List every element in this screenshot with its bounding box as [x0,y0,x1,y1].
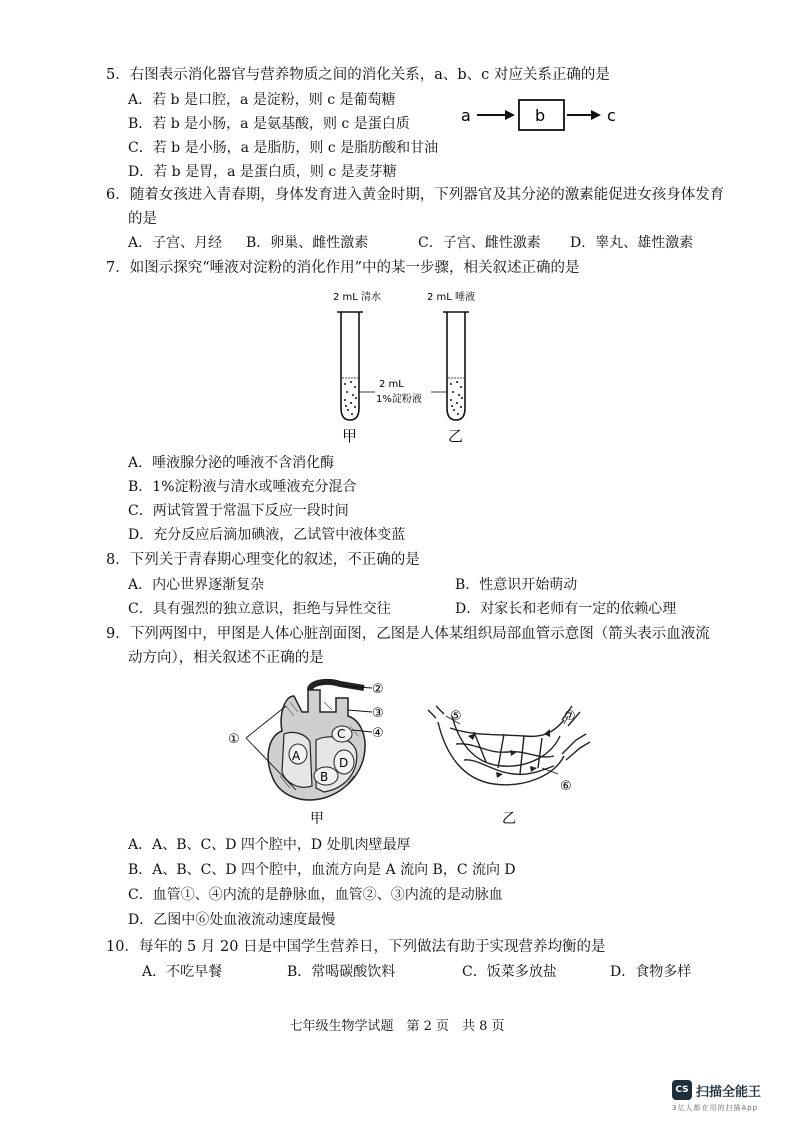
q9-option-d: D．乙图中⑥处血液流动速度最慢 [128,912,336,928]
q5-diagram-a: a [461,106,471,125]
q5-option-c: C．若 b 是小肠，a 是脂肪，则 c 是脂肪酸和甘油 [128,140,439,156]
q10-stem: 10．每年的 5 月 20 日是中国学生营养日，下列做法有助于实现营养均衡的是 [106,939,606,955]
q10-option-b: B．常喝碳酸饮料 [287,964,396,980]
scanner-subtitle: 3亿人都在用的扫描App [672,1104,759,1112]
label-7: ⑦ [564,709,576,724]
q7-label-mid1: 2 mL [379,379,404,390]
label-3: ③ [372,706,384,721]
q6-stem-line1: 6．随着女孩进入青春期，身体发育进入黄金时期，下列器官及其分泌的激素能促进女孩身体发育 [106,187,725,203]
vessel-caption: 乙 [502,811,516,826]
q5-digestion-diagram [455,96,635,138]
q9-option-c: C．血管①、④内流的是静脉血，血管②、③内流的是动脉血 [128,887,503,903]
heart-caption: 甲 [310,811,324,826]
q6-stem-line2: 的是 [128,211,157,227]
q9-option-b: B．A、B、C、D 四个腔中，血流方向是 A 流向 B，C 流向 D [128,862,516,878]
q7-stem: 7．如图示探究“唾液对淀粉的消化作用”中的某一步骤，相关叙述正确的是 [106,260,580,276]
q8-option-a: A．内心世界逐渐复杂 [128,577,265,593]
q7-label-yi: 乙 [448,427,464,445]
label-4: ④ [372,726,384,741]
label-2: ② [372,682,384,697]
label-6: ⑥ [560,779,572,794]
q8-option-d: D．对家长和老师有一定的依赖心理 [455,601,677,617]
q7-option-a: A．唾液腺分泌的唾液不含消化酶 [128,455,335,471]
q10-option-a: A．不吃早餐 [142,964,223,980]
chamber-c: C [337,727,346,741]
q7-option-b: B．1%淀粉液与清水或唾液充分混合 [128,479,357,495]
q9-stem-line1: 9．下列两图中，甲图是人体心脏剖面图，乙图是人体某组织局部血管示意图（箭头表示血液流 [106,626,710,642]
q6-option-a: A．子宫、月经 [128,235,223,251]
q6-option-c: C．子宫、雌性激素 [418,235,541,251]
q5-option-b: B．若 b 是小肠，a 是氨基酸，则 c 是蛋白质 [128,116,410,132]
q9-stem-line2: 动方向），相关叙述不正确的是 [128,650,324,666]
q8-stem: 8．下列关于青春期心理变化的叙述，不正确的是 [106,552,420,568]
q5-diagram-c: c [607,106,616,125]
q7-label-saliva: 2 mL 唾液 [427,292,476,303]
scanner-logo-icon: CS [672,1080,692,1100]
q8-option-c: C．具有强烈的独立意识，拒绝与异性交往 [128,601,391,617]
q5-option-a: A．若 b 是口腔，a 是淀粉，则 c 是葡萄糖 [128,92,396,108]
heart-diagram [228,682,384,826]
q5-option-d: D．若 b 是胃，a 是蛋白质，则 c 是麦芽糖 [128,164,397,180]
chamber-a: A [292,749,301,763]
q7-option-c: C．两试管置于常温下反应一段时间 [128,503,349,519]
tube-yi [447,312,465,420]
chamber-d: D [339,756,349,770]
scanner-title: 扫描全能王 [696,1085,762,1100]
q6-option-d: D．睾丸、雄性激素 [570,235,694,251]
q7-test-tube-figure [325,286,485,448]
q7-label-mid2: 1%淀粉液 [376,394,422,405]
label-5: ⑤ [450,709,462,724]
scanner-watermark [672,1080,782,1114]
q7-label-water: 2 mL 清水 [333,292,382,303]
chamber-b: B [320,770,329,784]
q7-label-jia: 甲 [342,427,358,445]
q6-option-b: B．卵巢、雌性激素 [246,235,369,251]
q8-option-b: B．性意识开始萌动 [455,577,578,593]
q10-option-d: D．食物多样 [610,964,692,980]
q7-option-d: D．充分反应后滴加碘液，乙试管中液体变蓝 [128,527,406,543]
q9-option-a: A．A、B、C、D 四个腔中，D 处肌肉壁最厚 [128,837,411,853]
page-footer: 七年级生物学试题 第 2 页 共 8 页 [289,1019,505,1034]
q10-option-c: C．饭菜多放盐 [462,964,557,980]
label-1: ① [228,732,240,747]
q5-stem: 5．右图表示消化器官与营养物质之间的消化关系，a、b、c 对应关系正确的是 [106,67,610,83]
q9-heart-vessel-figure [224,676,594,826]
q5-diagram-b: b [535,106,546,125]
